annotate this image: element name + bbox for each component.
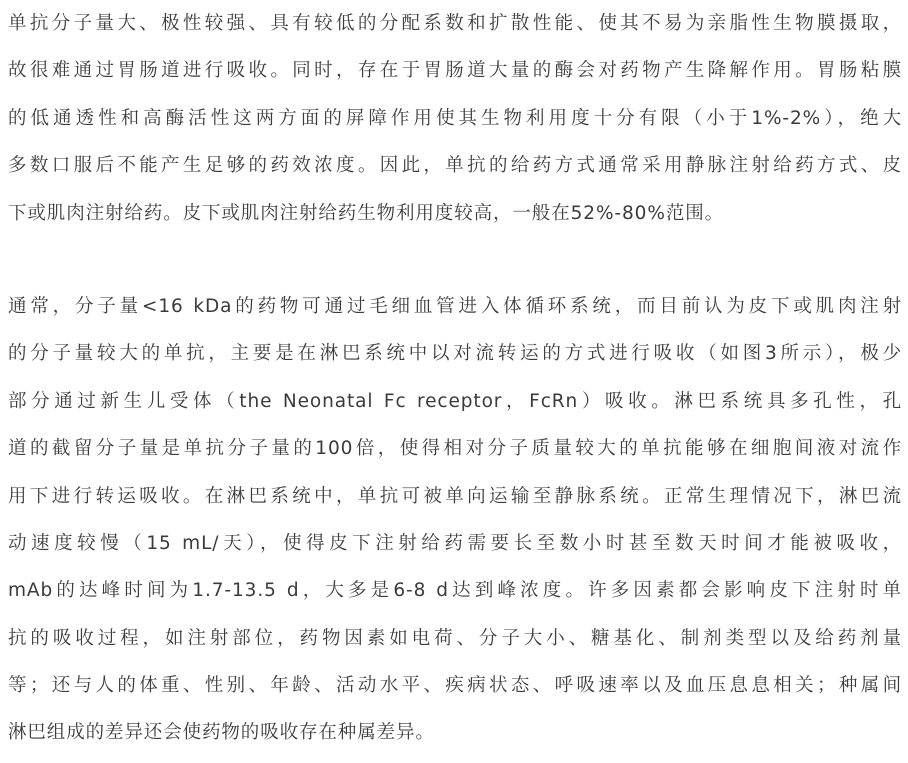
text-line: 淋巴组成的差异还会使药物的吸收存在种属差异。 [8,722,435,744]
paragraph-spacer [8,237,902,283]
text-line: 单抗分子量大、极性较强、具有较低的分配系数和扩散性能、使其不易为亲脂性生物膜摄取， [8,13,902,34]
text-line: 道的截留分子量是单抗分子量的100倍，使得相对分子质量较大的单抗能够在细胞间液对流作 [8,438,902,460]
text-line: 部分通过新生儿受体（the Neonatal Fc receptor，FcRn）吸收。淋巴系统具多孔性，孔 [8,390,902,412]
text-line: 的分子量较大的单抗，主要是在淋巴系统中以对流转运的方式进行吸收（如图3所示），极少 [8,343,902,365]
text-line: 动速度较慢（15 mL/天），使得皮下注射给药需要长至数小时甚至数天时间才能被吸收， [8,532,902,554]
text-line: mAb的达峰时间为1.7-13.5 d，大多是6-8 d达到峰浓度。许多因素都会影响皮下注射时单 [8,580,902,602]
text-line: 多数口服后不能产生足够的药效浓度。因此，单抗的给药方式通常采用静脉注射给药方式、皮 [8,155,902,177]
paragraph-lymphatic-absorption [8,283,902,757]
text-line: 故很难通过胃肠道进行吸收。同时，存在于胃肠道大量的酶会对药物产生降解作用。胃肠粘膜 [8,60,902,82]
text-line: 下或肌肉注射给药。皮下或肌肉注射给药生物利用度较高，一般在52%-80%范围。 [8,202,725,224]
text-line: 等；还与人的体重、性别、年龄、活动水平、疾病状态、呼吸速率以及血压息息相关；种属间 [8,675,902,697]
text-line: 的低通透性和高酶活性这两方面的屏障作用使其生物利用度十分有限（小于1%-2%），绝大 [8,107,902,129]
text-line: 通常，分子量<16 kDa的药物可通过毛细血管进入体循环系统，而目前认为皮下或肌肉注射 [8,295,902,317]
text-line: 抗的吸收过程，如注射部位，药物因素如电荷、分子大小、糖基化、制剂类型以及给药剂量 [8,627,902,649]
text-line: 用下进行转运吸收。在淋巴系统中，单抗可被单向运输至静脉系统。正常生理情况下，淋巴流 [8,485,902,507]
paragraph-absorption-barriers [8,0,902,237]
